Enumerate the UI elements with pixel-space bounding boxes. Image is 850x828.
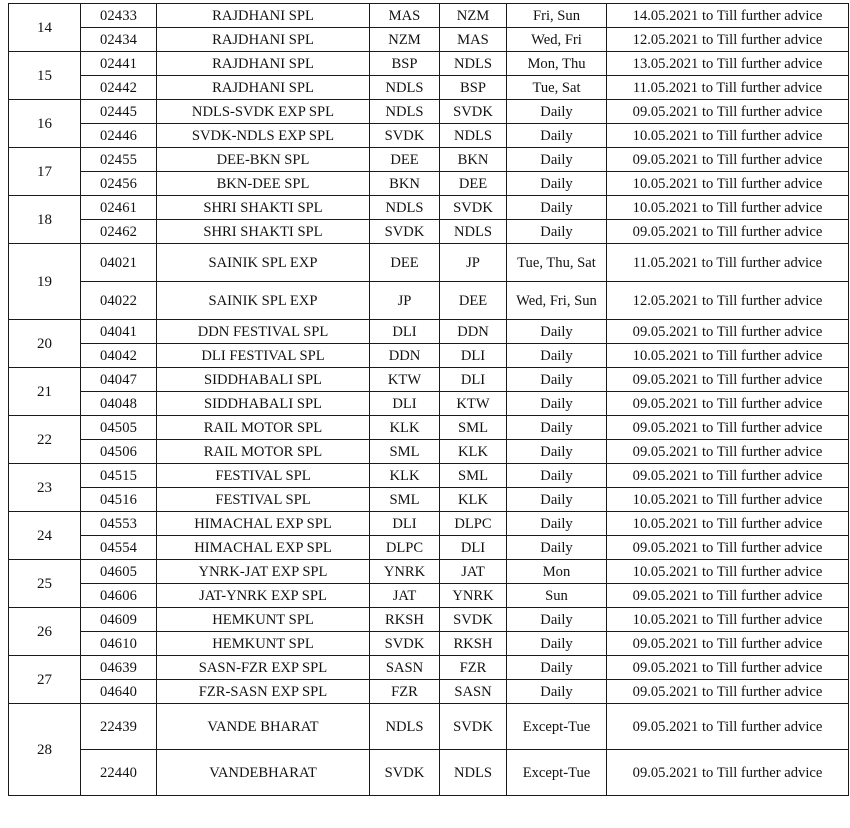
origin-station-cell: SVDK: [370, 220, 440, 244]
origin-station-cell: SASN: [370, 656, 440, 680]
service-period-cell: 10.05.2021 to Till further advice: [607, 124, 849, 148]
days-of-service-cell: Mon: [507, 560, 607, 584]
table-row: [9, 124, 849, 148]
train-number-cell: 04042: [81, 344, 157, 368]
table-row: [9, 536, 849, 560]
origin-station-cell: SVDK: [370, 750, 440, 796]
days-of-service-cell: Daily: [507, 196, 607, 220]
table-row: [9, 344, 849, 368]
destination-station-cell: KTW: [440, 392, 507, 416]
days-of-service-cell: Daily: [507, 320, 607, 344]
serial-number-cell: 17: [9, 148, 81, 196]
table-row: [9, 464, 849, 488]
train-name-cell: RAJDHANI SPL: [157, 76, 370, 100]
table-row: [9, 100, 849, 124]
service-period-cell: 10.05.2021 to Till further advice: [607, 172, 849, 196]
train-name-cell: SVDK-NDLS EXP SPL: [157, 124, 370, 148]
serial-number-cell: 14: [9, 4, 81, 52]
origin-station-cell: BKN: [370, 172, 440, 196]
destination-station-cell: BSP: [440, 76, 507, 100]
service-period-cell: 10.05.2021 to Till further advice: [607, 344, 849, 368]
days-of-service-cell: Daily: [507, 488, 607, 512]
service-period-cell: 11.05.2021 to Till further advice: [607, 76, 849, 100]
train-name-cell: SHRI SHAKTI SPL: [157, 220, 370, 244]
serial-number-cell: 21: [9, 368, 81, 416]
service-period-cell: 13.05.2021 to Till further advice: [607, 52, 849, 76]
service-period-cell: 09.05.2021 to Till further advice: [607, 464, 849, 488]
days-of-service-cell: Daily: [507, 368, 607, 392]
days-of-service-cell: Sun: [507, 584, 607, 608]
train-number-cell: 04516: [81, 488, 157, 512]
days-of-service-cell: Fri, Sun: [507, 4, 607, 28]
train-number-cell: 04021: [81, 244, 157, 282]
origin-station-cell: NDLS: [370, 196, 440, 220]
days-of-service-cell: Daily: [507, 124, 607, 148]
train-number-cell: 02462: [81, 220, 157, 244]
destination-station-cell: DLI: [440, 344, 507, 368]
serial-number-cell: 28: [9, 704, 81, 796]
destination-station-cell: YNRK: [440, 584, 507, 608]
train-number-cell: 02455: [81, 148, 157, 172]
table-row: [9, 196, 849, 220]
serial-number-cell: 16: [9, 100, 81, 148]
train-name-cell: RAIL MOTOR SPL: [157, 440, 370, 464]
serial-number-cell: 18: [9, 196, 81, 244]
days-of-service-cell: Except-Tue: [507, 704, 607, 750]
origin-station-cell: JP: [370, 282, 440, 320]
table-row: [9, 220, 849, 244]
origin-station-cell: SML: [370, 440, 440, 464]
destination-station-cell: JP: [440, 244, 507, 282]
table-row: [9, 172, 849, 196]
train-name-cell: RAJDHANI SPL: [157, 4, 370, 28]
train-number-cell: 02434: [81, 28, 157, 52]
service-period-cell: 10.05.2021 to Till further advice: [607, 512, 849, 536]
destination-station-cell: SML: [440, 416, 507, 440]
origin-station-cell: SVDK: [370, 124, 440, 148]
train-number-cell: 04506: [81, 440, 157, 464]
table-body: [9, 4, 849, 796]
table-row: [9, 368, 849, 392]
train-number-cell: 04048: [81, 392, 157, 416]
train-number-cell: 02461: [81, 196, 157, 220]
destination-station-cell: DEE: [440, 282, 507, 320]
origin-station-cell: MAS: [370, 4, 440, 28]
origin-station-cell: DLI: [370, 512, 440, 536]
days-of-service-cell: Daily: [507, 416, 607, 440]
train-number-cell: 04554: [81, 536, 157, 560]
days-of-service-cell: Except-Tue: [507, 750, 607, 796]
destination-station-cell: SASN: [440, 680, 507, 704]
train-name-cell: VANDEBHARAT: [157, 750, 370, 796]
train-name-cell: SHRI SHAKTI SPL: [157, 196, 370, 220]
train-name-cell: HEMKUNT SPL: [157, 608, 370, 632]
train-name-cell: NDLS-SVDK EXP SPL: [157, 100, 370, 124]
table-row: [9, 704, 849, 750]
serial-number-cell: 23: [9, 464, 81, 512]
days-of-service-cell: Daily: [507, 100, 607, 124]
train-name-cell: FZR-SASN EXP SPL: [157, 680, 370, 704]
origin-station-cell: SML: [370, 488, 440, 512]
table-row: [9, 244, 849, 282]
train-name-cell: SAINIK SPL EXP: [157, 282, 370, 320]
train-name-cell: HIMACHAL EXP SPL: [157, 536, 370, 560]
origin-station-cell: BSP: [370, 52, 440, 76]
table-row: [9, 416, 849, 440]
origin-station-cell: RKSH: [370, 608, 440, 632]
train-name-cell: RAIL MOTOR SPL: [157, 416, 370, 440]
origin-station-cell: YNRK: [370, 560, 440, 584]
serial-number-cell: 24: [9, 512, 81, 560]
days-of-service-cell: Daily: [507, 680, 607, 704]
service-period-cell: 09.05.2021 to Till further advice: [607, 392, 849, 416]
destination-station-cell: JAT: [440, 560, 507, 584]
train-name-cell: DDN FESTIVAL SPL: [157, 320, 370, 344]
table-row: [9, 392, 849, 416]
origin-station-cell: DEE: [370, 148, 440, 172]
days-of-service-cell: Daily: [507, 632, 607, 656]
serial-number-cell: 15: [9, 52, 81, 100]
destination-station-cell: KLK: [440, 488, 507, 512]
days-of-service-cell: Daily: [507, 464, 607, 488]
origin-station-cell: NDLS: [370, 100, 440, 124]
destination-station-cell: SVDK: [440, 608, 507, 632]
destination-station-cell: DLPC: [440, 512, 507, 536]
destination-station-cell: BKN: [440, 148, 507, 172]
table-row: [9, 584, 849, 608]
origin-station-cell: DLPC: [370, 536, 440, 560]
origin-station-cell: KTW: [370, 368, 440, 392]
train-number-cell: 04605: [81, 560, 157, 584]
train-number-cell: 04553: [81, 512, 157, 536]
serial-number-cell: 20: [9, 320, 81, 368]
service-period-cell: 10.05.2021 to Till further advice: [607, 196, 849, 220]
train-number-cell: 04609: [81, 608, 157, 632]
table-row: [9, 512, 849, 536]
service-period-cell: 12.05.2021 to Till further advice: [607, 28, 849, 52]
origin-station-cell: KLK: [370, 464, 440, 488]
origin-station-cell: NDLS: [370, 704, 440, 750]
train-number-cell: 04041: [81, 320, 157, 344]
train-number-cell: 04610: [81, 632, 157, 656]
serial-number-cell: 22: [9, 416, 81, 464]
train-name-cell: DEE-BKN SPL: [157, 148, 370, 172]
train-name-cell: SASN-FZR EXP SPL: [157, 656, 370, 680]
train-name-cell: RAJDHANI SPL: [157, 28, 370, 52]
days-of-service-cell: Daily: [507, 512, 607, 536]
days-of-service-cell: Wed, Fri: [507, 28, 607, 52]
days-of-service-cell: Daily: [507, 392, 607, 416]
service-period-cell: 09.05.2021 to Till further advice: [607, 368, 849, 392]
origin-station-cell: DEE: [370, 244, 440, 282]
destination-station-cell: SVDK: [440, 100, 507, 124]
destination-station-cell: NDLS: [440, 52, 507, 76]
origin-station-cell: JAT: [370, 584, 440, 608]
days-of-service-cell: Daily: [507, 148, 607, 172]
service-period-cell: 09.05.2021 to Till further advice: [607, 148, 849, 172]
service-period-cell: 09.05.2021 to Till further advice: [607, 100, 849, 124]
train-number-cell: 04515: [81, 464, 157, 488]
train-number-cell: 04639: [81, 656, 157, 680]
train-name-cell: SAINIK SPL EXP: [157, 244, 370, 282]
train-name-cell: HEMKUNT SPL: [157, 632, 370, 656]
train-name-cell: FESTIVAL SPL: [157, 488, 370, 512]
table-row: [9, 632, 849, 656]
train-number-cell: 02442: [81, 76, 157, 100]
destination-station-cell: NZM: [440, 4, 507, 28]
destination-station-cell: FZR: [440, 656, 507, 680]
destination-station-cell: DDN: [440, 320, 507, 344]
service-period-cell: 10.05.2021 to Till further advice: [607, 488, 849, 512]
service-period-cell: 09.05.2021 to Till further advice: [607, 750, 849, 796]
table-row: [9, 4, 849, 28]
train-name-cell: JAT-YNRK EXP SPL: [157, 584, 370, 608]
train-number-cell: 04047: [81, 368, 157, 392]
train-number-cell: 04606: [81, 584, 157, 608]
table-row: [9, 608, 849, 632]
service-period-cell: 09.05.2021 to Till further advice: [607, 416, 849, 440]
destination-station-cell: NDLS: [440, 124, 507, 148]
service-period-cell: 09.05.2021 to Till further advice: [607, 632, 849, 656]
train-name-cell: RAJDHANI SPL: [157, 52, 370, 76]
table-row: [9, 148, 849, 172]
origin-station-cell: FZR: [370, 680, 440, 704]
table-row: [9, 560, 849, 584]
destination-station-cell: DLI: [440, 536, 507, 560]
origin-station-cell: DDN: [370, 344, 440, 368]
table-row: [9, 750, 849, 796]
destination-station-cell: DEE: [440, 172, 507, 196]
days-of-service-cell: Mon, Thu: [507, 52, 607, 76]
origin-station-cell: DLI: [370, 392, 440, 416]
days-of-service-cell: Daily: [507, 440, 607, 464]
days-of-service-cell: Daily: [507, 608, 607, 632]
service-period-cell: 11.05.2021 to Till further advice: [607, 244, 849, 282]
destination-station-cell: NDLS: [440, 220, 507, 244]
origin-station-cell: KLK: [370, 416, 440, 440]
train-name-cell: SIDDHABALI SPL: [157, 368, 370, 392]
origin-station-cell: NDLS: [370, 76, 440, 100]
service-period-cell: 09.05.2021 to Till further advice: [607, 584, 849, 608]
train-number-cell: 04505: [81, 416, 157, 440]
destination-station-cell: DLI: [440, 368, 507, 392]
days-of-service-cell: Daily: [507, 344, 607, 368]
service-period-cell: 09.05.2021 to Till further advice: [607, 680, 849, 704]
table-row: [9, 440, 849, 464]
train-name-cell: DLI FESTIVAL SPL: [157, 344, 370, 368]
table-row: [9, 488, 849, 512]
destination-station-cell: SML: [440, 464, 507, 488]
train-name-cell: BKN-DEE SPL: [157, 172, 370, 196]
train-number-cell: 02445: [81, 100, 157, 124]
serial-number-cell: 27: [9, 656, 81, 704]
train-number-cell: 04640: [81, 680, 157, 704]
train-number-cell: 04022: [81, 282, 157, 320]
train-name-cell: YNRK-JAT EXP SPL: [157, 560, 370, 584]
days-of-service-cell: Wed, Fri, Sun: [507, 282, 607, 320]
train-schedule-table: [8, 3, 849, 796]
train-name-cell: FESTIVAL SPL: [157, 464, 370, 488]
days-of-service-cell: Daily: [507, 172, 607, 196]
table-row: [9, 656, 849, 680]
train-number-cell: 22440: [81, 750, 157, 796]
service-period-cell: 12.05.2021 to Till further advice: [607, 282, 849, 320]
train-number-cell: 02441: [81, 52, 157, 76]
table-row: [9, 680, 849, 704]
train-number-cell: 22439: [81, 704, 157, 750]
serial-number-cell: 26: [9, 608, 81, 656]
service-period-cell: 09.05.2021 to Till further advice: [607, 220, 849, 244]
table-row: [9, 28, 849, 52]
days-of-service-cell: Daily: [507, 220, 607, 244]
service-period-cell: 09.05.2021 to Till further advice: [607, 320, 849, 344]
destination-station-cell: SVDK: [440, 704, 507, 750]
train-name-cell: VANDE BHARAT: [157, 704, 370, 750]
service-period-cell: 09.05.2021 to Till further advice: [607, 656, 849, 680]
days-of-service-cell: Daily: [507, 536, 607, 560]
table-row: [9, 320, 849, 344]
days-of-service-cell: Daily: [507, 656, 607, 680]
destination-station-cell: RKSH: [440, 632, 507, 656]
service-period-cell: 09.05.2021 to Till further advice: [607, 440, 849, 464]
destination-station-cell: MAS: [440, 28, 507, 52]
train-number-cell: 02456: [81, 172, 157, 196]
destination-station-cell: KLK: [440, 440, 507, 464]
train-name-cell: SIDDHABALI SPL: [157, 392, 370, 416]
service-period-cell: 10.05.2021 to Till further advice: [607, 608, 849, 632]
destination-station-cell: NDLS: [440, 750, 507, 796]
train-name-cell: HIMACHAL EXP SPL: [157, 512, 370, 536]
service-period-cell: 10.05.2021 to Till further advice: [607, 560, 849, 584]
destination-station-cell: SVDK: [440, 196, 507, 220]
table-row: [9, 282, 849, 320]
train-number-cell: 02446: [81, 124, 157, 148]
service-period-cell: 14.05.2021 to Till further advice: [607, 4, 849, 28]
days-of-service-cell: Tue, Thu, Sat: [507, 244, 607, 282]
train-number-cell: 02433: [81, 4, 157, 28]
serial-number-cell: 25: [9, 560, 81, 608]
table-row: [9, 52, 849, 76]
origin-station-cell: SVDK: [370, 632, 440, 656]
origin-station-cell: DLI: [370, 320, 440, 344]
origin-station-cell: NZM: [370, 28, 440, 52]
service-period-cell: 09.05.2021 to Till further advice: [607, 704, 849, 750]
service-period-cell: 09.05.2021 to Till further advice: [607, 536, 849, 560]
table-row: [9, 76, 849, 100]
days-of-service-cell: Tue, Sat: [507, 76, 607, 100]
serial-number-cell: 19: [9, 244, 81, 320]
